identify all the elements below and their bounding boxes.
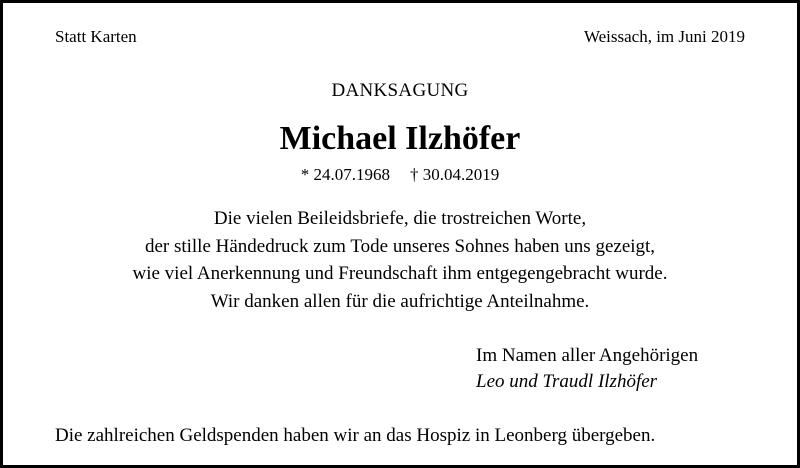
death-date: † 30.04.2019 bbox=[410, 165, 500, 184]
deceased-name: Michael Ilzhöfer bbox=[279, 120, 521, 157]
signoff-block bbox=[476, 343, 698, 395]
message-line: der stille Händedruck zum Tode unseres Sohnes haben uns gezeigt, bbox=[144, 235, 656, 257]
birth-date: * 24.07.1968 bbox=[300, 165, 390, 184]
message-line: Wir danken allen für die aufrichtige Anteilnahme. bbox=[210, 290, 590, 312]
card-heading: DANKSAGUNG bbox=[331, 80, 469, 101]
signoff-intro: Im Namen aller Angehörigen bbox=[476, 345, 699, 366]
message-line: wie viel Anerkennung und Freundschaft ihm entgegengebracht wurde. bbox=[132, 263, 668, 284]
header-left-text: Statt Karten bbox=[55, 27, 137, 46]
message-line: Die vielen Beileidsbriefe, die trostreichen Worte, bbox=[213, 208, 587, 229]
header-place-date: Weissach, im Juni 2019 bbox=[583, 27, 745, 46]
life-dates bbox=[3, 165, 797, 185]
thank-you-message bbox=[3, 205, 797, 315]
signoff-names: Leo und Traudl Ilzhöfer bbox=[476, 371, 658, 392]
donation-note: Die zahlreichen Geldspenden haben wir an das Hospiz in Leonberg übergeben. bbox=[55, 425, 656, 446]
